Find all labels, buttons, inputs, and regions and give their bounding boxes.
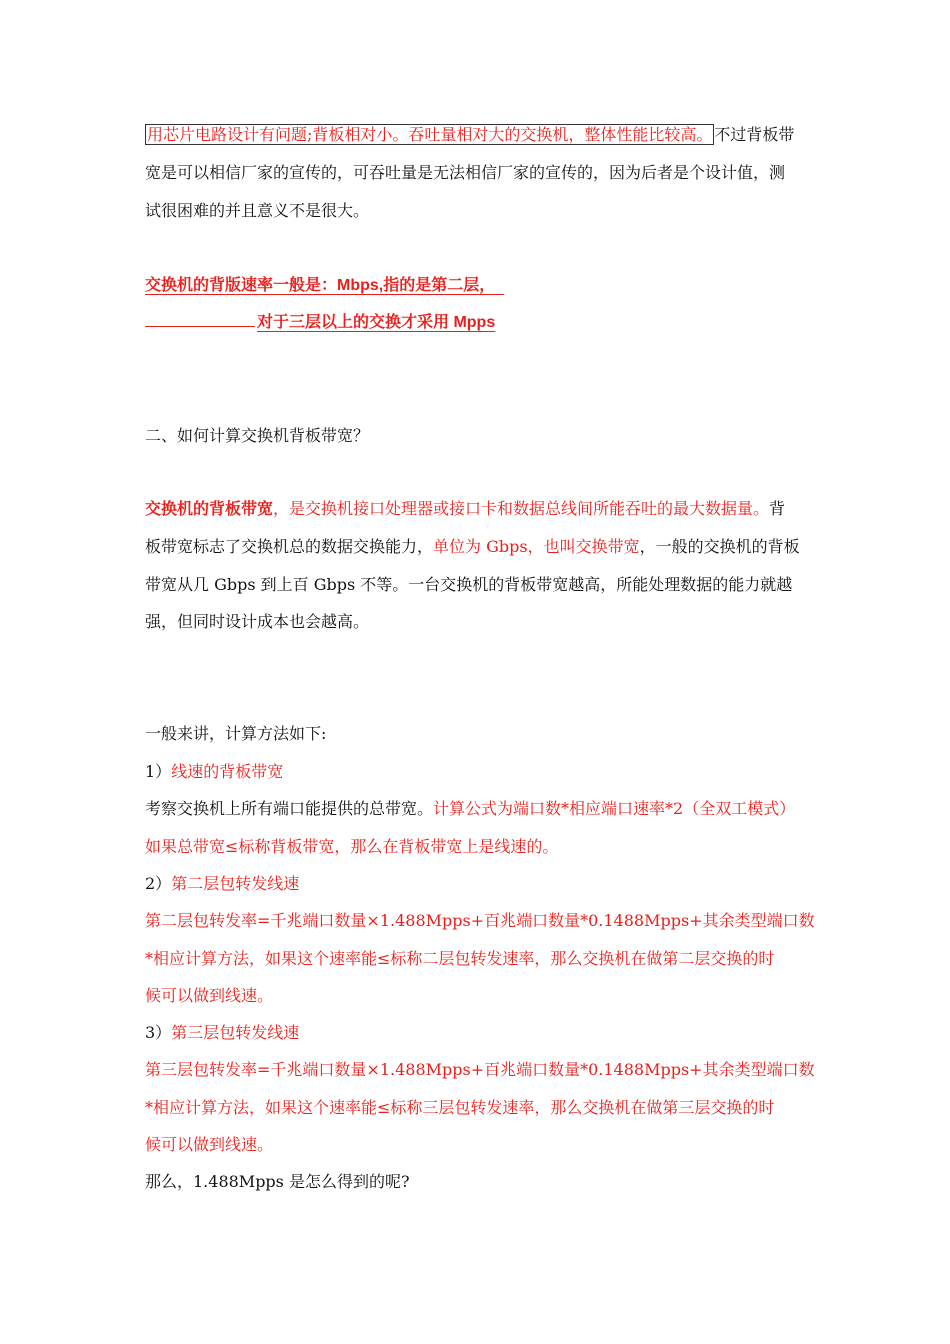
- boxed-highlight-text: 用芯片电路设计有问题;背板相对小。吞吐量相对大的交换机，整体性能比较高。: [147, 125, 713, 144]
- unit-gbps-text: 单位为 Gbps，也叫交换带宽: [433, 537, 640, 556]
- method-2-line-3: 候可以做到线速。: [145, 986, 274, 1005]
- method-2-line-2: *相应计算方法，如果这个速率能≤标称二层包转发速率，那么交换机在做第二层交换的时: [145, 949, 775, 968]
- method-2-line-1: 第二层包转发率=千兆端口数量×1.488Mpps+百兆端口数量*0.1488Mpps+其余类型端口数: [145, 911, 815, 930]
- method-3-title: 第三层包转发线速: [171, 1023, 300, 1042]
- note-line-1-text: 交换机的背版速率一般是：Mbps,指的是第二层，: [145, 277, 496, 294]
- method-3-line-1: 第三层包转发率=千兆端口数量×1.488Mpps+百兆端口数量*0.1488Mpps+其余类型端口数: [145, 1060, 815, 1079]
- paragraph-2-tail: 背: [769, 499, 786, 518]
- method-1-line-1-a: 考察交换机上所有端口能提供的总带宽。: [145, 799, 434, 818]
- method-3-line-3: 候可以做到线速。: [145, 1135, 274, 1154]
- note-line-1: [145, 275, 504, 297]
- note-line-2: [145, 312, 495, 334]
- method-3-line-2: *相应计算方法，如果这个速率能≤标称三层包转发速率，那么交换机在做第三层交换的时: [145, 1098, 775, 1117]
- paragraph-2-line-1: [145, 498, 785, 521]
- paragraph-2-line-2-b: ，一般的交换机的背板: [639, 537, 800, 556]
- definition-text: ，是交换机接口处理器或接口卡和数据总线间所能吞吐的最大数据量。: [273, 499, 770, 518]
- paragraph-2-line-3: 带宽从几 Gbps 到上百 Gbps 不等。一台交换机的背板带宽越高，所能处理数据的能力就越: [145, 575, 793, 594]
- method-1-line-1: [145, 798, 795, 820]
- method-3-number: 3）: [145, 1023, 172, 1042]
- method-1-title: 线速的背板带宽: [171, 762, 284, 781]
- section-heading: 二、如何计算交换机背板带宽？: [145, 426, 370, 445]
- method-2-heading: [145, 873, 299, 895]
- method-1-line-2: 如果总带宽≤标称背板带宽，那么在背板带宽上是线速的。: [145, 837, 559, 856]
- paragraph-1-line-1: [145, 124, 794, 146]
- method-2-number: 2）: [145, 874, 172, 893]
- methods-intro: 一般来讲，计算方法如下:: [145, 724, 327, 743]
- paragraph-2-line-2-a: 板带宽标志了交换机总的数据交换能力，: [145, 537, 434, 556]
- note-line-2-text: 对于三层以上的交换才采用 Mpps: [257, 314, 496, 331]
- paragraph-2-line-4: 强，但同时设计成本也会越高。: [145, 612, 370, 631]
- term-backplane-bandwidth: 交换机的背板带宽: [145, 501, 274, 518]
- paragraph-1-tail: 不过背板带: [714, 125, 795, 144]
- paragraph-1-line-2: 宽是可以相信厂家的宣传的，可吞吐量是无法相信厂家的宣传的，因为后者是个设计值，测: [145, 163, 786, 182]
- method-2-title: 第二层包转发线速: [171, 874, 300, 893]
- closing-question: 那么，1.488Mpps 是怎么得到的呢?: [145, 1172, 410, 1191]
- method-1-formula: 计算公式为端口数*相应端口速率*2（全双工模式）: [433, 799, 796, 818]
- method-1-number: 1）: [145, 762, 172, 781]
- method-3-heading: [145, 1022, 299, 1044]
- method-1-heading: [145, 761, 283, 783]
- paragraph-1-line-3: 试很困难的并且意义不是很大。: [145, 201, 370, 220]
- paragraph-2-line-2: [145, 536, 800, 558]
- underline-spacer: [145, 312, 255, 327]
